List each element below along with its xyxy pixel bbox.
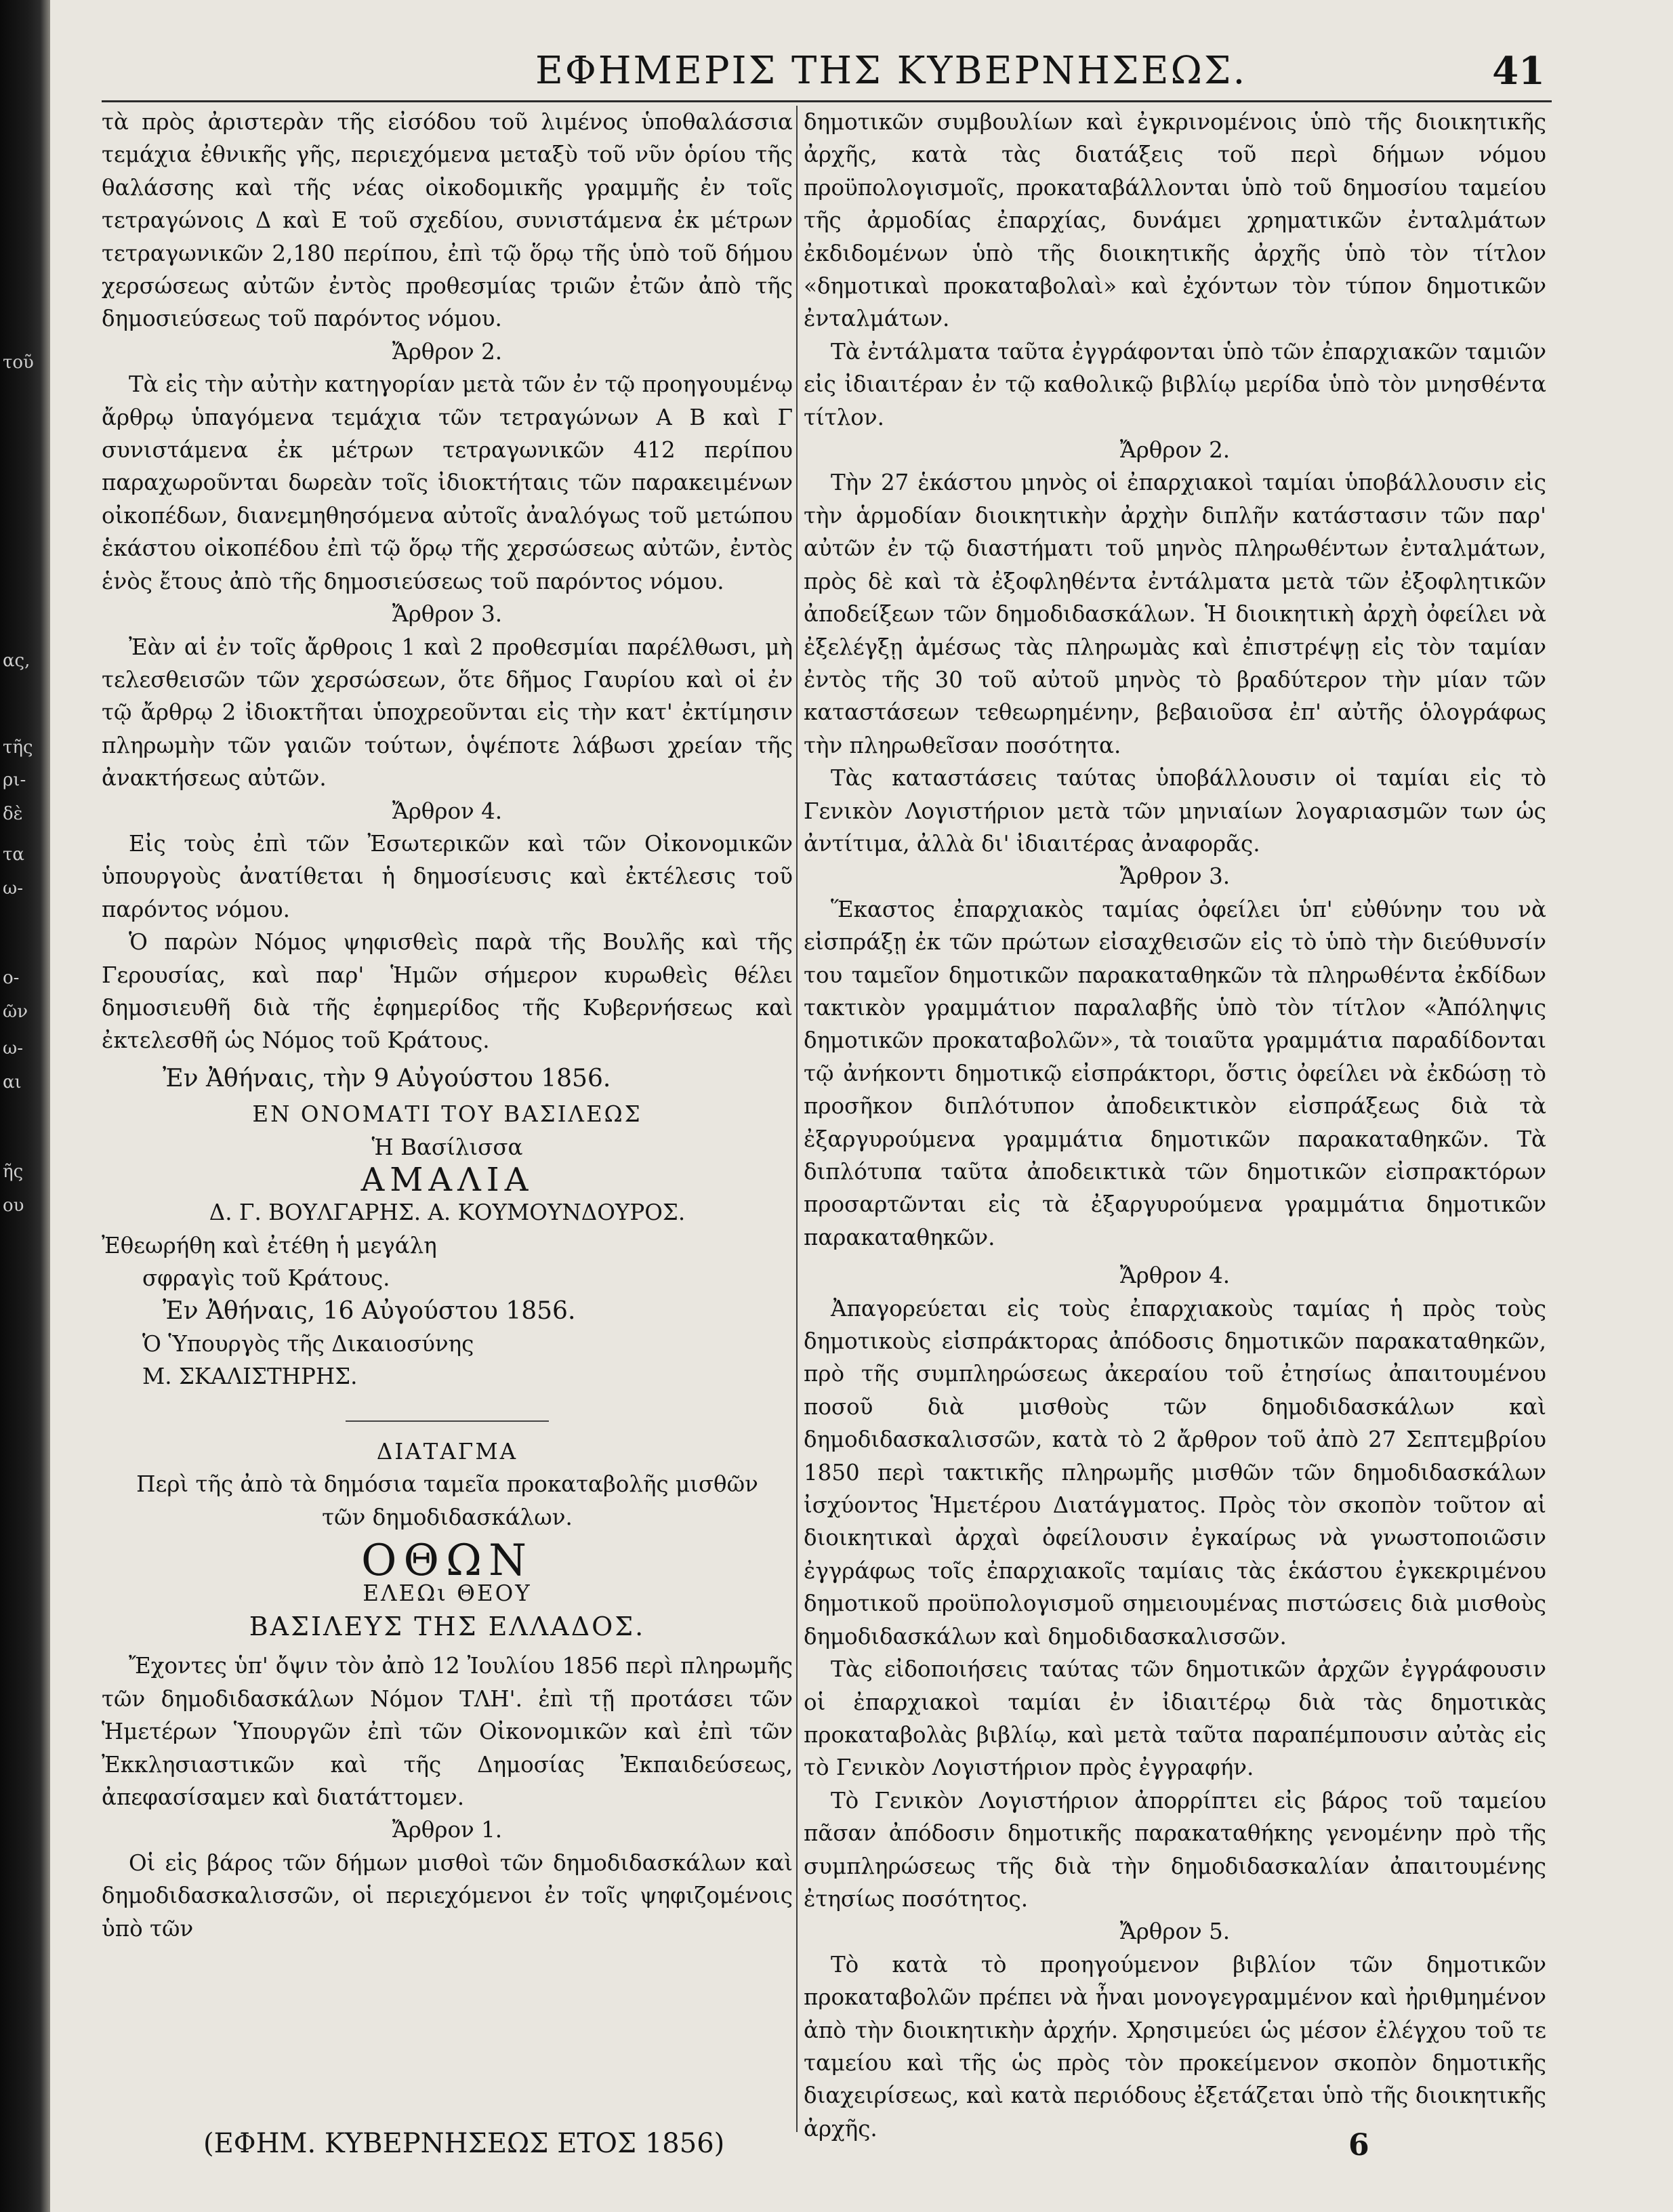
article-text: Οἱ εἰς βάρος τῶν δήμων μισθοὶ τῶν δημοδιδασκάλων καὶ δημοδιδασκαλισσῶν, οἱ περιεχόμενοι ἐν τοῖς ψηφιζομένοις ὑπὸ τῶν	[102, 1849, 793, 1942]
minister-name: Μ. ΣΚΑΛΙΣΤΗΡΗΣ.	[142, 1364, 358, 1390]
article-text: Ἐὰν αἱ ἐν τοῖς ἄρθροις 1 καὶ 2 προθεσμίαι παρέλθωσι, μὴ τελεσθεισῶν τῶν χερσώσεων, ὅτε δῆμος Γαυρίου καὶ οἱ ἐν τῷ ἄρθρῳ 2 ἰδιοκτῆται ὑποχρεοῦνται εἰς τὴν κατ' ἐκτίμησιν πληρωμὴν τῶν γαιῶν τούτων, ὁψέποτε λάβωσι χρείαν τῆς ἀνακτήσεως αὐτῶν.	[102, 634, 793, 792]
decree-paragraph: Τὸ Γενικὸν Λογιστήριον ἀπορρίπτει εἰς βάρος τοῦ ταμείου πᾶσαν ἀπόδοσιν δημοτικῆς παρακαταθήκης γενομένην πρὸ τῆς συμπληρώσεως τῆς διὰ τὴν δημοδιδασκαλίαν ἀπαιτουμένης ἐτησίως ποσότητος.	[804, 1787, 1546, 1912]
header-rule	[102, 100, 1552, 102]
footer-citation: (ΕΦΗΜ. ΚΥΒΕΡΝΗΣΕΩΣ ΕΤΟΣ 1856)	[203, 2128, 725, 2159]
article-heading: Ἄρθρον 3.	[1119, 863, 1231, 890]
margin-fragment: ου	[3, 1195, 24, 1216]
seal-line: σφραγὶς τοῦ Κράτους.	[142, 1265, 390, 1292]
decree-paragraph: Τὰς εἰδοποιήσεις ταύτας τῶν δημοτικῶν ἀρχῶν ἐγγράφουσιν οἱ ἐπαρχιακοὶ ταμίαι ἐν ἰδιαιτέρῳ διὰ τὰς δημοτικὰς προκαταβολὰς βιβλίῳ, καὶ μετὰ ταῦτα παραπέμπουσιν αὐτὰς εἰς τὸ Γενικὸν Λογιστήριον πρὸς ἐγγραφήν.	[804, 1656, 1546, 1781]
in-name-line: ΕΝ ΟΝΟΜΑΤΙ ΤΟΥ ΒΑΣΙΛΕΩΣ	[252, 1101, 642, 1128]
margin-fragment: τῆς	[3, 737, 33, 758]
margin-fragment: ῆς	[3, 1162, 24, 1182]
signing-date: Ἐν Ἀθήναις, τὴν 9 Αὐγούστου 1856.	[163, 1064, 611, 1092]
margin-fragment: ῶν	[3, 1002, 28, 1022]
decree-subtitle: Περὶ τῆς ἀπὸ τὰ δημόσια ταμεῖα προκαταβολῆς μισθῶν	[136, 1471, 758, 1498]
sheet-number: 6	[1348, 2128, 1369, 2163]
left-column	[102, 106, 793, 2139]
article-text: Ἕκαστος ἐπαρχιακὸς ταμίας ὀφείλει ὑπ' εὐθύνην του νὰ εἰσπράξῃ ἐκ τῶν πρώτων εἰσαχθεισῶν εἰς τὸ ὑπὸ τὴν διεύθυνσίν του ταμεῖον δημοτικῶν παρακαταθηκῶν τὰ πληρωθέντα ἐκδίδων τακτικὸν γραμμάτιον παραλαβῆς ὑπὸ τὸν τίτλον «Ἀπόληψις δημοτικῶν προκαταβολῶν», τὰ τοιαῦτα γραμμάτια παραδίδονται τῷ ἀνήκοντι δημοτικῷ εἰσπράκτορι, ὅστις ὀφείλει νὰ ἐκδώσῃ τὸ προσῆκον διπλότυπον ἀποδεικτικὸν εἰσπράξεως διὰ τὰ ἐξαργυρούμενα γραμμάτια δημοτικῶν παρακαταθηκῶν. Τὰ διπλότυπα ταῦτα ἀποδεικτικὰ τῶν δημοτικῶν εἰσπρακτόρων προσαρτῶνται εἰς τὰ ἐξαργυρούμενα γραμμάτια δημοτικῶν παρακαταθηκῶν.	[804, 896, 1546, 1250]
page-number: 41	[1492, 49, 1545, 94]
queen-title: Ἡ Βασίλισσα	[371, 1134, 523, 1160]
king-title: ΒΑΣΙΛΕΥΣ ΤΗΣ ΕΛΛΑΔΟΣ.	[249, 1611, 646, 1641]
article-text: Τὴν 27 ἑκάστου μηνὸς οἱ ἐπαρχιακοὶ ταμίαι ὑποβάλλουσιν εἰς τὴν ἁρμοδίαν διοικητικὴν ἀρχὴν διπλῆν κατάστασιν τῶν παρ' αὐτῶν ἐν τῷ διαστήματι τοῦ μηνὸς πληρωθέντων ἐνταλμάτων, πρὸς δὲ καὶ τὰ ἐξοφληθέντα ἐντάλματα μετὰ τῶν ἐξοφλητικῶν ἀποδείξεων τῶν δημοδιδασκάλων. Ἡ διοικητικὴ ἀρχὴ ὀφείλει νὰ ἐξελέγξῃ ἀμέσως τὰς πληρωμὰς καὶ ἐπιστρέψῃ εἰς τὸν ταμίαν ἐντὸς τῆς 30 τοῦ αὐτοῦ μηνὸς τὸ βραδύτερον τὴν μίαν τῶν καταστάσεων τεθεωρημένην, βεβαιοῦσα ἐπ' αὐτῆς ὁλογράφως τὴν πληρωθεῖσαν ποσότητα.	[804, 470, 1546, 758]
decree-title: ΔΙΑΤΑΓΜΑ	[376, 1438, 518, 1465]
article-heading: Ἄρθρον 2.	[392, 338, 503, 365]
decree-preamble: Ἔχοντες ὑπ' ὄψιν τὸν ἀπὸ 12 Ἰουλίου 1856 περὶ πληρωμῆς τῶν δημοδιδασκάλων Νόμον ΤΛΗ'. ἐπὶ τῇ προτάσει τῶν Ἡμετέρων Ὑπουργῶν ἐπὶ τῶν Οἰκονομικῶν καὶ ἐπὶ τῶν Ἐκκλησιαστικῶν καὶ τῆς Δημοσίας Ἐκπαιδεύσεως, ἀπεφασίσαμεν καὶ διατάττομεν.	[102, 1653, 793, 1810]
section-divider	[346, 1420, 549, 1422]
decree-subtitle: τῶν δημοδιδασκάλων.	[322, 1504, 573, 1530]
law-paragraph: τὰ πρὸς ἀριστερὰν τῆς εἰσόδου τοῦ λιμένος ὑποθαλάσσια τεμάχια ἐθνικῆς γῆς, περιεχόμενα μεταξὺ τοῦ νῦν ὁρίου τῆς θαλάσσης καὶ τῆς νέας οἰκοδομικῆς γραμμῆς ἐν τοῖς τετραγώνοις Δ καὶ Ε τοῦ σχεδίου, συνιστάμενα ἐκ μέτρων τετραγωνικῶν 2,180 περίπου, ἐπὶ τῷ ὅρῳ τῆς ὑπὸ τοῦ δήμου χερσώσεως αὐτῶν ἐντὸς προθεσμίας τριῶν ἐτῶν ἀπὸ τῆς δημοσιεύσεως τοῦ παρόντος νόμου.	[102, 109, 793, 332]
article-heading: Ἄρθρον 1.	[392, 1817, 503, 1843]
article-heading: Ἄρθρον 4.	[1119, 1263, 1231, 1289]
article-text: Τὸ κατὰ τὸ προηγούμενον βιβλίον τῶν δημοτικῶν προκαταβολῶν πρέπει νὰ ἦναι μονογεγραμμένον καὶ ἠριθμημένον ἀπὸ τὴν διοικητικὴν ἀρχήν. Χρησιμεύει ὡς μέσον ἐλέγχου τοῦ τε ταμείου καὶ τῆς ὡς πρὸς τὸν προκείμενον σκοπὸν δημοτικῆς διαχειρίσεως, καὶ κατὰ περιόδους ἐξετάζεται ὑπὸ τῆς διοικητικῆς ἀρχῆς.	[804, 1951, 1546, 2142]
margin-fragments	[0, 0, 42, 2212]
article-heading: Ἄρθρον 3.	[392, 601, 503, 628]
margin-fragment: ω-	[3, 878, 23, 899]
margin-fragment: αι	[3, 1072, 22, 1092]
minister-signatures: Δ. Γ. ΒΟΥΛΓΑΡΗΣ. Α. ΚΟΥΜΟΥΝΔΟΥΡΟΣ.	[209, 1200, 686, 1226]
article-heading: Ἄρθρον 4.	[392, 798, 503, 824]
closing-paragraph: Ὁ παρὼν Νόμος ψηφισθεὶς παρὰ τῆς Βουλῆς καὶ τῆς Γερουσίας, καὶ παρ' Ἡμῶν σήμερον κυρωθεὶς θέλει δημοσιευθῆ διὰ τῆς ἐφημερίδος τῆς Κυβερνήσεως καὶ ἐκτελεσθῆ ὡς Νόμος τοῦ Κράτους.	[102, 929, 793, 1054]
margin-fragment: ας,	[3, 651, 30, 671]
by-grace-line: ΕΛΕΩι ΘΕΟΥ	[363, 1580, 532, 1607]
decree-paragraph: Τὰς καταστάσεις ταύτας ὑποβάλλουσιν οἱ ταμίαι εἰς τὸ Γενικὸν Λογιστήριον μετὰ τῶν μηνιαίων λογαριασμῶν των ὡς ἀντίτιμα, ἀλλὰ δι' ἰδιαιτέρας ἀναφορᾶς.	[804, 765, 1546, 857]
right-column	[804, 106, 1546, 2142]
decree-paragraph: δημοτικῶν συμβουλίων καὶ ἐγκρινομένοις ὑπὸ τῆς διοικητικῆς ἀρχῆς, κατὰ τὰς διατάξεις τοῦ περὶ δήμων νόμου προϋπολογισμοῖς, προκαταβάλλονται ὑπὸ τοῦ δημοσίου ταμείου τῆς ἀρμοδίας ἐπαρχίας, δυνάμει χρηματικῶν ἐνταλμάτων ἐκδιδομένων ὑπὸ τῆς διοικητικῆς ἀρχῆς ὑπὸ τὸν τίτλον «δημοτικαὶ προκαταβολαὶ» καὶ ἐχόντων τὸν τύπον δημοτικῶν ἐνταλμάτων.	[804, 109, 1546, 332]
article-text: Ἀπαγορεύεται εἰς τοὺς ἐπαρχιακοὺς ταμίας ἡ πρὸς τοὺς δημοτικοὺς εἰσπράκτορας ἀπόδοσις δημοτικῶν παρακαταθηκῶν, πρὸ τῆς συμπληρώσεως ἀκεραίου τοῦ ἐτησίως ἀπαιτουμένου ποσοῦ διὰ μισθοὺς τῶν δημοδιδασκάλων καὶ δημοδιδασκαλισσῶν, κατὰ τὸ 2 ἄρθρον τοῦ ἀπὸ 27 Σεπτεμβρίου 1850 περὶ τακτικῆς πληρωμῆς μισθῶν τῶν δημοδιδασκάλων ἰσχύοντος Ἡμετέρου Διατάγματος. Πρὸς τὸν σκοπὸν τοῦτον αἱ διοικητικαὶ ἀρχαὶ ὀφείλουσιν ἐγκαίρως νὰ γνωστοποιῶσιν ἐγγράφως τοῖς ἐπαρχιακοῖς ταμίαις τὰς ἑκάστου ἐγκεκριμένου δημοτικοῦ προϋπολογισμοῦ σημειουμένας πιστώσεις διὰ μισθοὺς δημοδιδασκάλων καὶ δημοδιδασκαλισσῶν.	[804, 1295, 1546, 1650]
article-text: Εἰς τοὺς ἐπὶ τῶν Ἐσωτερικῶν καὶ τῶν Οἰκονομικῶν ὑπουργοὺς ἀνατίθεται ἡ δημοσίευσις καὶ ἐκτέλεσις τοῦ παρόντος νόμου.	[102, 830, 793, 922]
queen-name: ΑΜΑΛΙΑ	[360, 1161, 534, 1199]
running-title: ΕΦΗΜΕΡΙΣ ΤΗΣ ΚΥΒΕΡΝΗΣΕΩΣ.	[535, 49, 1247, 93]
seal-date: Ἐν Ἀθήναις, 16 Αὐγούστου 1856.	[163, 1296, 576, 1325]
decree-paragraph: Τὰ ἐντάλματα ταῦτα ἐγγράφονται ὑπὸ τῶν ἐπαρχιακῶν ταμιῶν εἰς ἰδιαιτέραν ἐν τῷ καθολικῷ βιβλίῳ μερίδα ὑπὸ τὸν μνησθέντα τίτλον.	[804, 338, 1546, 430]
page-header	[102, 49, 1545, 96]
margin-fragment: τα	[3, 844, 24, 865]
margin-fragment: ω-	[3, 1038, 23, 1059]
margin-fragment: δὲ	[3, 804, 23, 824]
article-text: Τὰ εἰς τὴν αὐτὴν κατηγορίαν μετὰ τῶν ἐν τῷ προηγουμένῳ ἄρθρῳ ὑπαγόμενα τεμάχια τῶν τετραγώνων Α Β καὶ Γ συνιστάμενα ἐκ μέτρων τετραγωνικῶν 412 περίπου παραχωροῦνται δωρεὰν τοῖς ἰδιοκτήταις τῶν παρακειμένων οἰκοπέδων, διανεμηθησόμενα αὐτοῖς ἀναλόγως τοῦ μετώπου ἑκάστου οἰκοπέδου ἐπὶ τῷ ὅρῳ τῆς χερσώσεως αὐτῶν, ἐντὸς ἑνὸς ἔτους ἀπὸ τῆς δημοσιεύσεως τοῦ παρόντος νόμου.	[102, 371, 793, 594]
article-heading: Ἄρθρον 2.	[1119, 437, 1231, 464]
seal-line: Ἐθεωρήθη καὶ ἐτέθη ἡ μεγάλη	[102, 1232, 437, 1258]
king-name: ΟΘΩΝ	[361, 1536, 533, 1586]
minister-title: Ὁ Ὑπουργὸς τῆς Δικαιοσύνης	[142, 1331, 474, 1357]
margin-fragment: τοῦ	[3, 352, 34, 373]
margin-fragment: ρι-	[3, 770, 26, 790]
article-heading: Ἄρθρον 5.	[1119, 1919, 1231, 1945]
margin-fragment: ο-	[3, 968, 20, 988]
column-rule	[796, 106, 798, 2132]
